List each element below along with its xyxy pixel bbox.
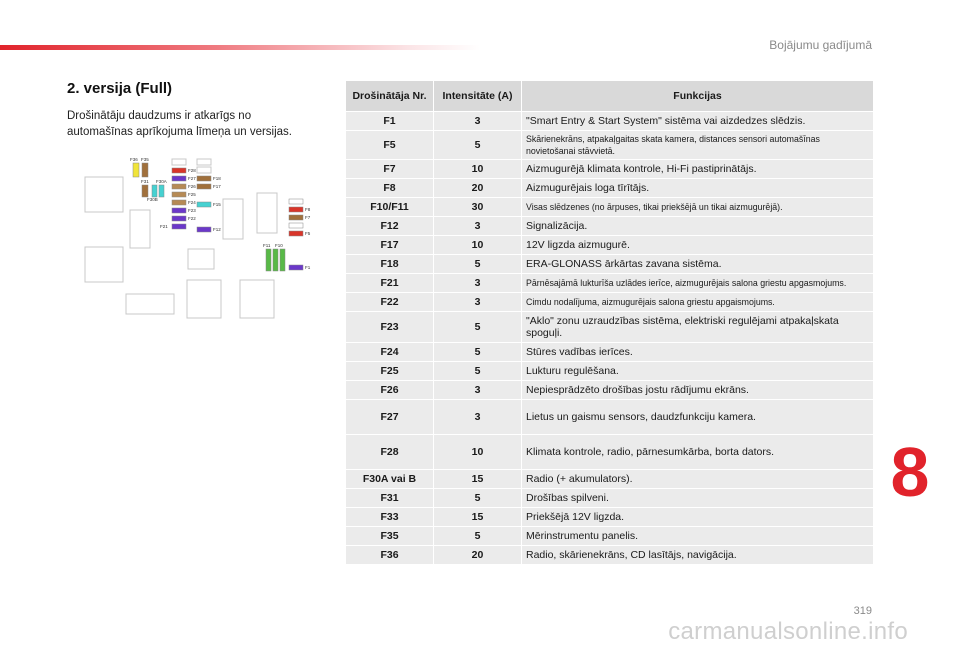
fuse-label-f25: F25 — [188, 192, 196, 197]
cell-fuse-number: F31 — [346, 489, 434, 508]
table-header-row — [346, 81, 874, 112]
chapter-number: 8 — [890, 433, 930, 511]
cell-fuse-number: F28 — [346, 435, 434, 470]
fuse-label-f22: F22 — [188, 216, 196, 221]
table-row — [346, 293, 874, 312]
fuse-f35 — [142, 163, 148, 177]
cell-amperage: 3 — [434, 217, 522, 236]
cell-function: "Aklo" zonu uzraudzības sistēma, elektriski regulējami atpakaļskata spoguļi. — [522, 312, 874, 343]
cell-function: Radio, skārienekrāns, CD lasītājs, navigācija. — [522, 546, 874, 565]
table-row — [346, 527, 874, 546]
cell-amperage: 10 — [434, 160, 522, 179]
cell-function: Drošības spilveni. — [522, 489, 874, 508]
relay-block — [257, 193, 277, 233]
fuse-f15 — [197, 202, 211, 207]
cell-amperage: 5 — [434, 362, 522, 381]
cell-function: Radio (+ akumulators). — [522, 470, 874, 489]
cell-amperage: 5 — [434, 489, 522, 508]
fuse-label-f21: F21 — [160, 224, 168, 229]
cell-fuse-number: F30A vai B — [346, 470, 434, 489]
fuse-f25 — [172, 192, 186, 197]
relay-block — [130, 210, 150, 248]
fuse-label-f28: F28 — [188, 168, 196, 173]
header-title: Bojājumu gadījumā — [769, 38, 872, 52]
table-row — [346, 255, 874, 274]
table-row — [346, 362, 874, 381]
fuse-label-f31: F31 — [141, 179, 149, 184]
relay-block — [223, 199, 243, 239]
table-row — [346, 343, 874, 362]
fuse-table — [345, 80, 873, 565]
table-row — [346, 312, 874, 343]
header-accent-bar — [0, 45, 480, 50]
fuse-f18 — [197, 176, 211, 181]
fuse-f26 — [172, 184, 186, 189]
fuse-f11 — [266, 249, 271, 271]
relay-block — [126, 294, 174, 314]
cell-fuse-number: F18 — [346, 255, 434, 274]
column-header-functions: Funkcijas — [522, 81, 874, 112]
table-row — [346, 400, 874, 435]
cell-amperage: 10 — [434, 236, 522, 255]
cell-function: Priekšējā 12V ligzda. — [522, 508, 874, 527]
fuse-f22 — [172, 216, 186, 221]
section-description: Drošinātāju daudzums ir atkarīgs no automašīnas aprīkojuma līmeņa un versijas. — [67, 110, 292, 138]
cell-fuse-number: F26 — [346, 381, 434, 400]
fuse-label-f17: F17 — [213, 184, 221, 189]
cell-amperage: 5 — [434, 255, 522, 274]
table-row — [346, 112, 874, 131]
fuse-f21 — [172, 224, 186, 229]
page-number: 319 — [853, 605, 872, 617]
cell-function: Aizmugurējā klimata kontrole, Hi-Fi pastiprinātājs. — [522, 160, 874, 179]
fuse-label-f35: F35 — [141, 157, 149, 162]
table-row — [346, 198, 874, 217]
cell-function: Lietus un gaismu sensors, daudzfunkciju kamera. — [522, 400, 874, 435]
cell-amperage: 10 — [434, 435, 522, 470]
cell-fuse-number: F35 — [346, 527, 434, 546]
watermark: carmanualsonline.info — [668, 618, 908, 645]
cell-fuse-number: F12 — [346, 217, 434, 236]
fuse-label-f24: F24 — [188, 200, 196, 205]
fuse-label-f15: F15 — [213, 202, 221, 207]
table-row — [346, 489, 874, 508]
fuse-f5 — [289, 231, 303, 236]
fuse-label-f26: F26 — [188, 184, 196, 189]
fuse-f1 — [289, 265, 303, 270]
fuse-f27 — [172, 176, 186, 181]
fuse-f10 — [273, 249, 278, 271]
cell-fuse-number: F5 — [346, 131, 434, 160]
table-row — [346, 381, 874, 400]
cell-amperage: 5 — [434, 343, 522, 362]
fuse-f8 — [289, 207, 303, 212]
fuse-f23 — [172, 208, 186, 213]
cell-fuse-number: F21 — [346, 274, 434, 293]
cell-fuse-number: F17 — [346, 236, 434, 255]
cell-function: Nepiesprādzēto drošības jostu rādījumu ekrāns. — [522, 381, 874, 400]
fuse-slot — [197, 159, 211, 165]
fuse-slot — [289, 223, 303, 228]
fuse-slot — [197, 167, 211, 173]
table-row — [346, 274, 874, 293]
fuse-label-f36: F36 — [130, 157, 138, 162]
fuse-label-f30a: F30A — [156, 179, 167, 184]
fuse-label-f27: F27 — [188, 176, 196, 181]
cell-amperage: 30 — [434, 198, 522, 217]
cell-fuse-number: F24 — [346, 343, 434, 362]
cell-amperage: 3 — [434, 400, 522, 435]
relay-block — [240, 280, 274, 318]
table-row — [346, 236, 874, 255]
cell-fuse-number: F36 — [346, 546, 434, 565]
fuse-label-f7: F7 — [305, 215, 311, 220]
relay-block — [188, 249, 214, 269]
table-row — [346, 160, 874, 179]
fuse-label-f11: F11 — [263, 243, 271, 248]
fuse-label-f1: F1 — [305, 265, 311, 270]
fuse-f28 — [172, 168, 186, 173]
table-row — [346, 179, 874, 198]
cell-amperage: 20 — [434, 179, 522, 198]
cell-fuse-number: F1 — [346, 112, 434, 131]
cell-amperage: 3 — [434, 381, 522, 400]
cell-amperage: 5 — [434, 527, 522, 546]
cell-function: Aizmugurējais loga tīrītājs. — [522, 179, 874, 198]
cell-fuse-number: F25 — [346, 362, 434, 381]
cell-function: "Smart Entry & Start System" sistēma vai aizdedzes slēdzis. — [522, 112, 874, 131]
cell-amperage: 20 — [434, 546, 522, 565]
cell-fuse-number: F7 — [346, 160, 434, 179]
fuse-f30a — [152, 185, 157, 197]
relay-block — [85, 247, 123, 282]
cell-fuse-number: F33 — [346, 508, 434, 527]
relay-block — [187, 280, 221, 318]
cell-function: 12V ligzda aizmugurē. — [522, 236, 874, 255]
cell-fuse-number: F8 — [346, 179, 434, 198]
cell-amperage: 3 — [434, 274, 522, 293]
cell-amperage: 3 — [434, 112, 522, 131]
cell-function: Pārnēsajāmā lukturīša uzlādes ierīce, aizmugurējais salona griestu apgasmojums. — [522, 274, 874, 293]
section-title: 2. versija (Full) — [67, 80, 173, 97]
fuse-label-f12: F12 — [213, 227, 221, 232]
fuse-green — [280, 249, 285, 271]
cell-function: Signalizācija. — [522, 217, 874, 236]
cell-function: Lukturu regulēšana. — [522, 362, 874, 381]
cell-function: Visas slēdzenes (no ārpuses, tikai priekšējā un tikai aizmugurējā). — [522, 198, 874, 217]
table-row — [346, 546, 874, 565]
cell-amperage: 15 — [434, 470, 522, 489]
cell-function: Skārienekrāns, atpakaļgaitas skata kamera, distances sensori automašīnas novietošanai stāvvietā. — [522, 131, 874, 160]
fuse-f17 — [197, 184, 211, 189]
fuse-f12 — [197, 227, 211, 232]
cell-function: Klimata kontrole, radio, pārnesumkārba, borta dators. — [522, 435, 874, 470]
cell-amperage: 15 — [434, 508, 522, 527]
column-header-amperage: Intensitāte (A) — [434, 81, 522, 112]
table-row — [346, 470, 874, 489]
relay-block — [85, 177, 123, 212]
cell-fuse-number: F22 — [346, 293, 434, 312]
cell-fuse-number: F27 — [346, 400, 434, 435]
fuse-box-diagram — [80, 152, 320, 332]
cell-fuse-number: F23 — [346, 312, 434, 343]
fuse-f31 — [142, 185, 148, 197]
table-row — [346, 435, 874, 470]
fuse-label-f5: F5 — [305, 231, 311, 236]
fuse-f24 — [172, 200, 186, 205]
column-header-nr: Drošinātāja Nr. — [346, 81, 434, 112]
cell-function: Cimdu nodalījuma, aizmugurējais salona griestu apgaismojums. — [522, 293, 874, 312]
fuse-f30b — [159, 185, 164, 197]
fuse-label-f18: F18 — [213, 176, 221, 181]
cell-amperage: 5 — [434, 131, 522, 160]
fuse-label-f10: F10 — [275, 243, 283, 248]
fuse-table-grid — [345, 80, 874, 565]
table-row — [346, 217, 874, 236]
cell-fuse-number: F10/F11 — [346, 198, 434, 217]
table-row — [346, 131, 874, 160]
fuse-label-f8: F8 — [305, 207, 311, 212]
fuse-slot — [289, 199, 303, 204]
cell-amperage: 5 — [434, 312, 522, 343]
fuse-table-body — [346, 112, 874, 565]
cell-function: Stūres vadības ierīces. — [522, 343, 874, 362]
fuse-f36 — [133, 163, 139, 177]
fuse-f7 — [289, 215, 303, 220]
cell-amperage: 3 — [434, 293, 522, 312]
table-row — [346, 508, 874, 527]
fuse-slot — [172, 159, 186, 165]
fuse-label-f23: F23 — [188, 208, 196, 213]
fuse-label-f30b: F30B — [147, 197, 158, 202]
cell-function: Mērinstrumentu panelis. — [522, 527, 874, 546]
cell-function: ERA-GLONASS ārkārtas zavana sistēma. — [522, 255, 874, 274]
